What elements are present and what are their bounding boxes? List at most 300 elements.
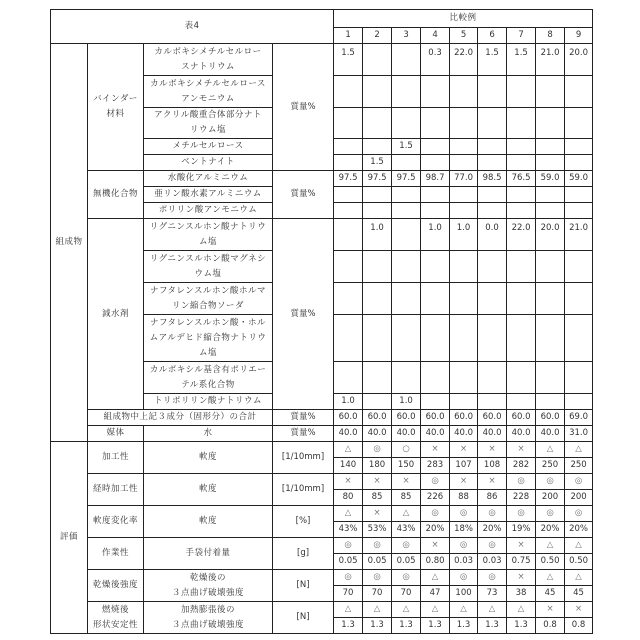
value-cell [450,108,478,139]
value-cell [421,315,450,362]
value-cell: 40.0 [421,426,450,442]
value-cell [507,187,536,203]
component-name-text: アクリル酸重合体部分ナト [154,110,262,120]
value-cell [334,108,363,139]
binder-label-text: バインダー [93,94,138,104]
evaluation-unit: [1/10mm] [273,474,334,506]
table-row [51,410,593,426]
value-cell: 21.0 [536,44,565,76]
rating-cell: ◎ [536,506,565,522]
value-cell: 70 [363,586,392,602]
value-cell [392,44,421,76]
value-cell [478,139,507,155]
rating-cell: × [478,442,507,458]
value-cell: 60.0 [363,410,392,426]
value-cell [478,76,507,108]
evaluation-item [88,602,144,634]
value-cell [450,187,478,203]
example-number: 7 [507,28,536,44]
value-cell [565,187,593,203]
value-cell: 38 [507,586,536,602]
value-cell [478,251,507,283]
value-cell: 86 [478,490,507,506]
value-cell: 88 [450,490,478,506]
value-cell: 200 [536,490,565,506]
value-cell [478,155,507,171]
evaluation-measure-text: 軟度 [199,484,217,494]
value-cell: 80 [334,490,363,506]
value-cell [334,203,363,219]
value-cell [334,187,363,203]
value-cell [421,76,450,108]
value-cell [450,155,478,171]
unit-label: 質量% [273,171,334,219]
value-cell [565,251,593,283]
value-cell: 40.0 [507,426,536,442]
rating-cell: ◎ [392,570,421,586]
value-cell: 140 [334,458,363,474]
value-cell [392,283,421,315]
value-cell [478,108,507,139]
value-cell: 40.0 [536,426,565,442]
value-cell: 0.75 [507,554,536,570]
example-number: 5 [450,28,478,44]
value-cell: 250 [565,458,593,474]
value-cell: 1.5 [334,44,363,76]
value-cell [536,251,565,283]
value-cell: 43% [334,522,363,538]
table-row [51,426,593,442]
value-cell: 282 [507,458,536,474]
example-number: 4 [421,28,450,44]
value-cell [450,394,478,410]
value-cell: 0.50 [565,554,593,570]
value-cell [536,139,565,155]
value-cell [392,76,421,108]
rating-cell: ◎ [450,538,478,554]
value-cell: 20.0 [565,44,593,76]
value-cell [421,203,450,219]
value-cell [565,283,593,315]
value-cell [536,187,565,203]
composition-label: 組成物 [51,44,88,442]
rating-cell: △ [421,570,450,586]
value-cell: 0.8 [565,618,593,634]
value-cell [392,219,421,251]
value-cell: 40.0 [334,426,363,442]
value-cell [565,76,593,108]
value-cell [392,155,421,171]
component-name [144,108,273,139]
rating-cell: × [334,474,363,490]
medium-label: 媒体 [88,426,144,442]
example-number: 1 [334,28,363,44]
rating-cell: ◎ [392,538,421,554]
rating-cell: ◎ [363,442,392,458]
rating-cell: ○ [392,442,421,458]
unit-label: 質量% [273,219,334,410]
rating-cell: ◎ [334,538,363,554]
value-cell [421,362,450,394]
evaluation-measure-text: 乾燥後の [190,573,226,583]
value-cell: 0.05 [363,554,392,570]
component-name-text: テル系化合物 [181,380,235,390]
value-cell [507,362,536,394]
rating-cell: × [421,442,450,458]
evaluation-unit: [%] [273,506,334,538]
value-cell: 228 [507,490,536,506]
rating-cell: ◎ [421,474,450,490]
evaluation-item [88,506,144,538]
unit-label: 質量% [273,44,334,171]
value-cell [363,203,392,219]
component-name-text: ムアルデヒド縮合物ナトリウ [150,333,267,343]
value-cell: 45 [536,586,565,602]
value-cell: 1.3 [507,618,536,634]
value-cell [507,203,536,219]
value-cell: 200 [565,490,593,506]
rating-cell: ◎ [363,538,392,554]
value-cell [507,76,536,108]
value-cell: 0.03 [450,554,478,570]
value-cell: 20% [565,522,593,538]
rating-cell: × [478,474,507,490]
rating-cell: × [507,442,536,458]
rating-cell: ◎ [507,506,536,522]
example-number: 9 [565,28,593,44]
value-cell: 1.0 [392,394,421,410]
value-cell: 0.8 [536,618,565,634]
value-cell: 60.0 [421,410,450,426]
rating-cell: △ [565,570,593,586]
rating-cell: △ [334,506,363,522]
component-name-text: カルボキシメチルセルロー [154,47,261,57]
value-cell: 60.0 [536,410,565,426]
rating-cell: ◎ [421,506,450,522]
value-cell: 85 [392,490,421,506]
component-name [144,76,273,108]
value-cell [565,108,593,139]
rating-cell: △ [565,538,593,554]
rating-cell: × [507,538,536,554]
value-cell [421,139,450,155]
comparison-table-4 [50,9,593,634]
value-cell: 97.5 [363,171,392,187]
value-cell: 73 [478,586,507,602]
example-number: 3 [392,28,421,44]
value-cell: 97.5 [392,171,421,187]
value-cell [565,155,593,171]
evaluation-item-text: 形状安定性 [93,620,138,630]
binder-label [88,44,144,171]
value-cell: 19% [507,522,536,538]
value-cell [392,187,421,203]
value-cell [334,315,363,362]
component-name-text: スナトリウム [181,62,235,72]
value-cell [363,44,392,76]
evaluation-item-text: 作業性 [102,548,129,558]
component-name-text: メチルセルロース [172,141,243,151]
value-cell: 60.0 [450,410,478,426]
example-number: 2 [363,28,392,44]
value-cell: 1.0 [334,394,363,410]
value-cell: 1.3 [392,618,421,634]
table-row [51,219,593,251]
value-cell [392,251,421,283]
table-row [51,474,593,490]
value-cell [507,251,536,283]
rating-cell: × [421,538,450,554]
value-cell: 18% [450,522,478,538]
evaluation-item-text: 乾燥後強度 [93,580,138,590]
value-cell [334,251,363,283]
value-cell: 59.0 [565,171,593,187]
value-cell: 21.0 [565,219,593,251]
value-cell [450,139,478,155]
evaluation-item-text: 経時加工性 [93,484,138,494]
value-cell [478,394,507,410]
value-cell [507,139,536,155]
evaluation-item [88,474,144,506]
evaluation-measure [144,602,273,634]
value-cell: 250 [536,458,565,474]
value-cell: 20% [536,522,565,538]
table-row [51,442,593,458]
value-cell [536,362,565,394]
value-cell [536,76,565,108]
rating-cell: ◎ [565,506,593,522]
rating-cell: △ [334,442,363,458]
value-cell [450,76,478,108]
component-name-text: リウム塩 [190,125,226,135]
value-cell: 1.3 [450,618,478,634]
value-cell [450,251,478,283]
value-cell [334,219,363,251]
value-cell [363,251,392,283]
rating-cell: ◎ [478,506,507,522]
example-number: 8 [536,28,565,44]
evaluation-measure [144,442,273,474]
value-cell [392,203,421,219]
value-cell [421,283,450,315]
value-cell [363,283,392,315]
rating-cell: × [392,474,421,490]
value-cell: 1.3 [363,618,392,634]
value-cell [334,155,363,171]
value-cell: 40.0 [450,426,478,442]
value-cell [363,362,392,394]
value-cell [536,203,565,219]
example-number: 6 [478,28,507,44]
rating-cell: ◎ [450,570,478,586]
table-row [51,10,593,28]
value-cell: 98.5 [478,171,507,187]
value-cell [507,155,536,171]
component-name-text: トリポリリン酸ナトリウム [154,396,262,406]
rating-cell: ◎ [478,570,507,586]
value-cell [565,362,593,394]
unit-label: 質量% [273,410,334,426]
evaluation-measure [144,570,273,602]
rating-cell: △ [421,602,450,618]
component-name [144,362,273,394]
value-cell: 60.0 [507,410,536,426]
value-cell: 31.0 [565,426,593,442]
evaluation-measure-text: ３点曲げ破壊強度 [172,620,244,630]
value-cell [334,139,363,155]
value-cell [334,362,363,394]
value-cell: 85 [363,490,392,506]
value-cell: 70 [334,586,363,602]
component-name [144,219,273,251]
value-cell [565,315,593,362]
rating-cell: ◎ [334,570,363,586]
rating-cell: △ [536,538,565,554]
value-cell: 40.0 [392,426,421,442]
value-cell [478,315,507,362]
value-cell: 283 [421,458,450,474]
value-cell: 20% [478,522,507,538]
value-cell: 1.5 [392,139,421,155]
value-cell [334,76,363,108]
rating-cell: △ [392,602,421,618]
rating-cell: △ [507,602,536,618]
rating-cell: △ [392,506,421,522]
table-row [51,570,593,586]
value-cell: 0.3 [421,44,450,76]
value-cell: 45 [565,586,593,602]
binder-label-text: 材料 [106,109,124,119]
unit-label: 質量% [273,426,334,442]
value-cell [421,155,450,171]
value-cell: 59.0 [536,171,565,187]
table-title: 表4 [51,10,334,44]
value-cell: 1.0 [363,219,392,251]
value-cell [565,139,593,155]
value-cell [478,362,507,394]
evaluation-measure [144,538,273,570]
value-cell [363,139,392,155]
evaluation-measure-text: ３点曲げ破壊強度 [172,588,244,598]
table-row [51,171,593,187]
component-name-text: リン縮合物ソーダ [172,301,244,311]
rating-cell: × [565,602,593,618]
evaluation-measure [144,506,273,538]
rating-cell: ◎ [565,474,593,490]
rating-cell: ◎ [507,474,536,490]
rating-cell: ◎ [536,474,565,490]
value-cell: 22.0 [450,44,478,76]
evaluation-item-text: 軟度変化率 [93,516,138,526]
water-reducer-label: 減水剤 [88,219,144,410]
value-cell [565,203,593,219]
evaluation-unit: [g] [273,538,334,570]
value-cell: 1.3 [421,618,450,634]
value-cell: 180 [363,458,392,474]
value-cell [450,203,478,219]
component-name [144,394,273,410]
value-cell [478,187,507,203]
evaluation-measure [144,474,273,506]
component-name-text: アンモニウム [181,94,235,104]
evaluation-label: 評価 [51,442,88,634]
value-cell: 47 [421,586,450,602]
value-cell: 20.0 [536,219,565,251]
value-cell: 1.5 [363,155,392,171]
rating-cell: × [536,602,565,618]
value-cell: 70 [392,586,421,602]
value-cell: 77.0 [450,171,478,187]
component-name [144,155,273,171]
value-cell: 69.0 [565,410,593,426]
value-cell [363,108,392,139]
evaluation-unit: [1/10mm] [273,442,334,474]
component-name [144,283,273,315]
evaluation-item-text: 燃焼後 [102,605,129,615]
value-cell: 53% [363,522,392,538]
rating-cell: △ [450,602,478,618]
value-cell: 0.0 [478,219,507,251]
value-cell: 43% [392,522,421,538]
component-name-text: ウム塩 [195,269,222,279]
value-cell [565,394,593,410]
value-cell: 0.80 [421,554,450,570]
value-cell [507,283,536,315]
rating-cell: △ [334,602,363,618]
evaluation-measure-text: 軟度 [199,452,217,462]
rating-cell: ◎ [363,570,392,586]
evaluation-item-text: 加工性 [102,452,129,462]
value-cell [507,315,536,362]
rating-cell: × [450,442,478,458]
value-cell: 98.7 [421,171,450,187]
value-cell: 1.0 [450,219,478,251]
component-name-text: ム塩 [199,348,217,358]
rating-cell: × [363,506,392,522]
total-label: 組成物中上記３成分（固形分）の合計 [88,410,273,426]
component-name-text: リグニンスルホン酸ナトリウ [150,222,266,232]
value-cell: 100 [450,586,478,602]
evaluation-measure-text: 加熱膨張後の [181,605,235,615]
component-name [144,139,273,155]
value-cell: 0.03 [478,554,507,570]
component-name: ポリリン酸アンモニウム [144,203,273,219]
component-name-text: カルボキシメチルセルロース [150,79,266,89]
value-cell [536,155,565,171]
table-row [51,44,593,76]
component-name [144,315,273,362]
rating-cell: △ [536,442,565,458]
table-row [51,506,593,522]
value-cell [478,203,507,219]
value-cell: 1.3 [334,618,363,634]
component-name-text: ベントナイト [181,157,234,167]
value-cell: 150 [392,458,421,474]
evaluation-item [88,570,144,602]
value-cell: 76.5 [507,171,536,187]
table-row [51,538,593,554]
component-name-text: カルボキシル基含有ポリエー [150,365,267,375]
value-cell: 97.5 [334,171,363,187]
component-name-text: リグニンスルホン酸マグネシ [150,254,266,264]
value-cell [392,362,421,394]
component-name: 水酸化アルミニウム [144,171,273,187]
evaluation-measure-text: 軟度 [199,516,217,526]
value-cell [478,283,507,315]
rating-cell: ◎ [450,506,478,522]
component-name-text: ム塩 [199,237,217,247]
value-cell [536,315,565,362]
